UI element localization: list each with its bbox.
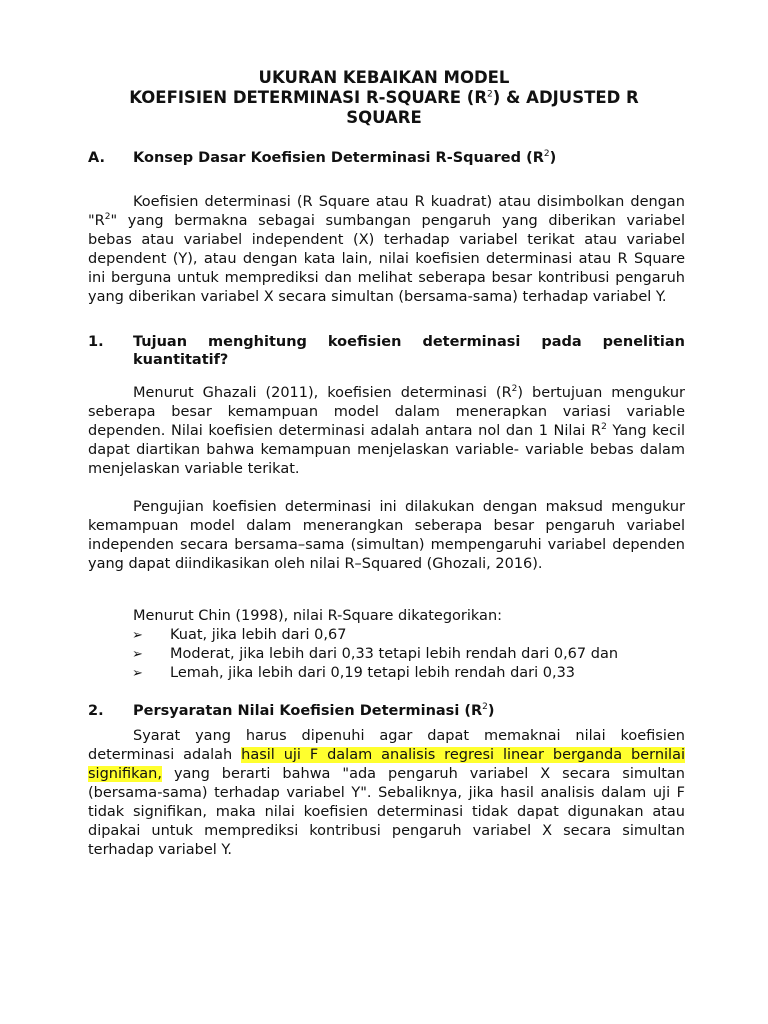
heading-2-number: 2. [88, 703, 104, 719]
heading-1-line-1: Tujuan menghitung koefisien determinasi pada penelitian [133, 334, 685, 350]
heading-2-title-close: ) [487, 703, 495, 719]
title-line-1: UKURAN KEBAIKAN MODEL [258, 68, 510, 87]
paragraph-2-text-a: Menurut Ghazali (2011), koefisien determinasi (R [133, 385, 512, 401]
paragraph-3-text: Pengujian koefisien determinasi ini dilakukan dengan maksud mengukur kemampuan model dalam menerangkan seberapa besar pengaruh variabel independen secara bersama–sama (simultan) mempengaruhi variabel dependen yang dapat diindikasikan oleh nilai R–Squared (Ghozali, 2016). [88, 499, 685, 572]
paragraph-1-superscript: 2 [104, 212, 111, 223]
paragraph-2-text-c: Yang kecil dapat diartikan bahwa kemampuan menjelaskan variable- variable bebas dalam menjelaskan variable terikat. [88, 423, 685, 477]
paragraph-5-text-b: yang berarti bahwa "ada pengaruh variabel X secara simultan (bersama-sama) terhadap variabel Y". Sebaliknya, jika hasil analisis dalam uji F tidak signifikan, maka nilai koefisien determinasi tidak dapat digunakan atau dipakai untuk memprediksi kontribusi pengaruh variabel X secara simultan terhadap variabel Y. [88, 766, 685, 858]
paragraph-1 [88, 193, 685, 307]
section-a-title [133, 150, 556, 167]
paragraph-1-text-b: " yang bermakna sebagai sumbangan pengaruh yang diberikan variabel bebas atau variabel independent (X) terhadap variabel terikat atau variabel dependent (Y), atau dengan kata lain, nilai koefisien determinasi atau R Square ini berguna untuk memprediksi dan melihat seberapa besar kontribusi pengaruh yang diberikan variabel X secara simultan (bersama-sama) terhadap variabel Y. [88, 213, 685, 305]
heading-2-superscript: 2 [482, 702, 488, 713]
section-a-number: A. [88, 150, 105, 166]
title-line-2-rest: ) & ADJUSTED R [492, 88, 639, 107]
paragraph-2-superscript-2: 2 [601, 422, 607, 433]
document-title [80, 68, 688, 128]
arrow-bullet-icon: ➢ [132, 628, 143, 643]
paragraph-5 [88, 727, 685, 860]
paragraph-1-text-a: Koefisien determinasi (R Square atau R kuadrat) atau disimbolkan dengan "R [88, 194, 685, 229]
paragraph-4-intro [88, 607, 685, 626]
heading-2-title [133, 703, 495, 720]
list-item [88, 664, 685, 683]
list-item-text: Kuat, jika lebih dari 0,67 [170, 627, 347, 643]
paragraph-2 [88, 384, 685, 479]
paragraph-2-superscript-1: 2 [511, 384, 518, 395]
highlighted-text: hasil uji F dalam analisis regresi linear berganda bernilai signifikan, [88, 747, 685, 782]
list-item-text: Moderat, jika lebih dari 0,33 tetapi lebih rendah dari 0,67 dan [170, 646, 619, 662]
r-square-category-intro: Menurut Chin (1998), nilai R-Square dikategorikan: [133, 608, 503, 624]
list-item-text: Lemah, jika lebih dari 0,19 tetapi lebih rendah dari 0,33 [170, 665, 576, 681]
section-a-title-text: Konsep Dasar Koefisien Determinasi R-Squared (R [133, 150, 544, 166]
title-line-3: SQUARE [346, 108, 422, 127]
paragraph-3 [88, 498, 685, 574]
section-a-title-close: ) [549, 150, 557, 166]
title-line-2 [80, 88, 688, 108]
paragraph-5-text-a: Syarat yang harus dipenuhi agar dapat memaknai nilai koefisien determinasi adalah [88, 728, 685, 763]
heading-2-title-text: Persyaratan Nilai Koefisien Determinasi (R [133, 703, 483, 719]
title-line-2-text: KOEFISIEN DETERMINASI R-SQUARE (R [129, 88, 488, 107]
r-square-category-list [88, 626, 685, 683]
heading-1-number: 1. [88, 334, 104, 350]
list-item [88, 626, 685, 645]
title-superscript: 2 [487, 89, 493, 100]
list-item [88, 645, 685, 664]
paragraph-2-text-b: ) bertujuan mengukur seberapa besar kemampuan model dalam menerapkan variasi variable dependen. Nilai koefisien determinasi adalah antara nol dan 1 Nilai R [88, 385, 685, 439]
arrow-bullet-icon: ➢ [132, 647, 143, 662]
section-a-superscript: 2 [543, 149, 550, 160]
arrow-bullet-icon: ➢ [132, 666, 143, 681]
heading-1-line-2: kuantitatif? [133, 352, 229, 368]
